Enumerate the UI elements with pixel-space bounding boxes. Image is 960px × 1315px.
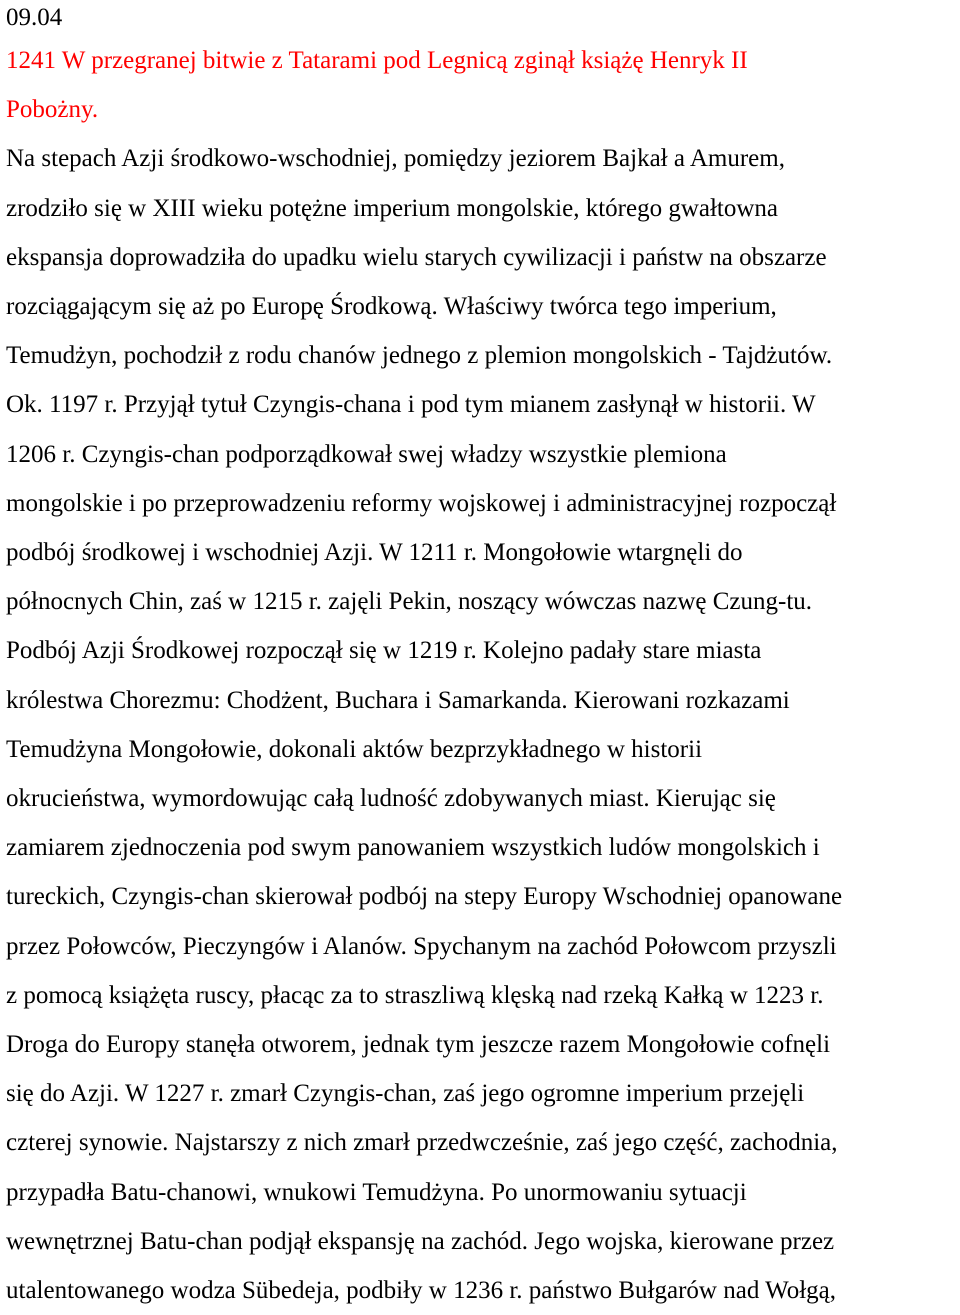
entry-date: 09.04 bbox=[6, 4, 63, 31]
body-line: przez Połowców, Pieczyngów i Alanów. Spychanym na zachód Połowcom przyszli bbox=[6, 932, 837, 960]
body-line: 1206 r. Czyngis-chan podporządkował swej władzy wszystkie plemiona bbox=[6, 440, 727, 468]
body-line: okrucieństwa, wymordowując całą ludność zdobywanych miast. Kierując się bbox=[6, 785, 776, 813]
body-line: Droga do Europy stanęła otworem, jednak tym jeszcze razem Mongołowie cofnęli bbox=[6, 1031, 831, 1059]
body-line: rozciągającym się aż po Europę Środkową. Właściwy twórca tego imperium, bbox=[6, 293, 777, 321]
body-line: Na stepach Azji środkowo-wschodniej, pomiędzy jeziorem Bajkał a Amurem, bbox=[6, 145, 785, 173]
body-line: tureckich, Czyngis-chan skierował podbój na stepy Europy Wschodniej opanowane bbox=[6, 883, 843, 911]
headline-line: 1241 W przegranej bitwie z Tatarami pod Legnicą zginął książę Henryk II bbox=[6, 47, 748, 74]
body-line: przypadła Batu-chanowi, wnukowi Temudżyna. Po unormowaniu sytuacji bbox=[6, 1178, 747, 1206]
body-line: Temudżyn, pochodził z rodu chanów jednego z plemion mongolskich - Tajdżutów. bbox=[6, 342, 833, 370]
body-line: Temudżyna Mongołowie, dokonali aktów bezprzykładnego w historii bbox=[6, 735, 703, 763]
body-paragraph bbox=[6, 134, 958, 1315]
body-line: Podbój Azji Środkowej rozpoczął się w 1219 r. Kolejno padały stare miasta bbox=[6, 637, 762, 665]
body-line: północnych Chin, zaś w 1215 r. zajęli Pekin, noszący wówczas nazwę Czung-tu. bbox=[6, 588, 813, 616]
event-headline bbox=[6, 36, 958, 134]
body-line: czterej synowie. Najstarszy z nich zmarł przedwcześnie, zaś jego część, zachodnia, bbox=[6, 1129, 838, 1157]
body-line: Ok. 1197 r. Przyjął tytuł Czyngis-chana i pod tym mianem zasłynął w historii. W bbox=[6, 391, 816, 419]
body-line: mongolskie i po przeprowadzeniu reformy wojskowej i administracyjnej rozpoczął bbox=[6, 489, 837, 517]
body-line: zrodziło się w XIII wieku potężne imperium mongolskie, którego gwałtowna bbox=[6, 194, 779, 222]
body-line: podbój środkowej i wschodniej Azji. W 1211 r. Mongołowie wtargnęli do bbox=[6, 539, 743, 567]
body-line: wewnętrznej Batu-chan podjął ekspansję na zachód. Jego wojska, kierowane przez bbox=[6, 1227, 835, 1255]
body-line: zamiarem zjednoczenia pod swym panowaniem wszystkich ludów mongolskich i bbox=[6, 834, 820, 862]
body-line: z pomocą książęta ruscy, płacąc za to straszliwą klęską nad rzeką Kałką w 1223 r. bbox=[6, 981, 824, 1009]
body-line: królestwa Chorezmu: Chodżent, Buchara i Samarkanda. Kierowani rozkazami bbox=[6, 686, 790, 714]
body-line: utalentowanego wodza Sübedeja, podbiły w 1236 r. państwo Bułgarów nad Wołgą, bbox=[6, 1277, 837, 1305]
body-line: ekspansja doprowadziła do upadku wielu starych cywilizacji i państw na obszarze bbox=[6, 243, 827, 271]
body-line: się do Azji. W 1227 r. zmarł Czyngis-chan, zaś jego ogromne imperium przejęli bbox=[6, 1080, 805, 1108]
headline-line: Pobożny. bbox=[6, 96, 99, 124]
document-page bbox=[6, 0, 958, 1315]
